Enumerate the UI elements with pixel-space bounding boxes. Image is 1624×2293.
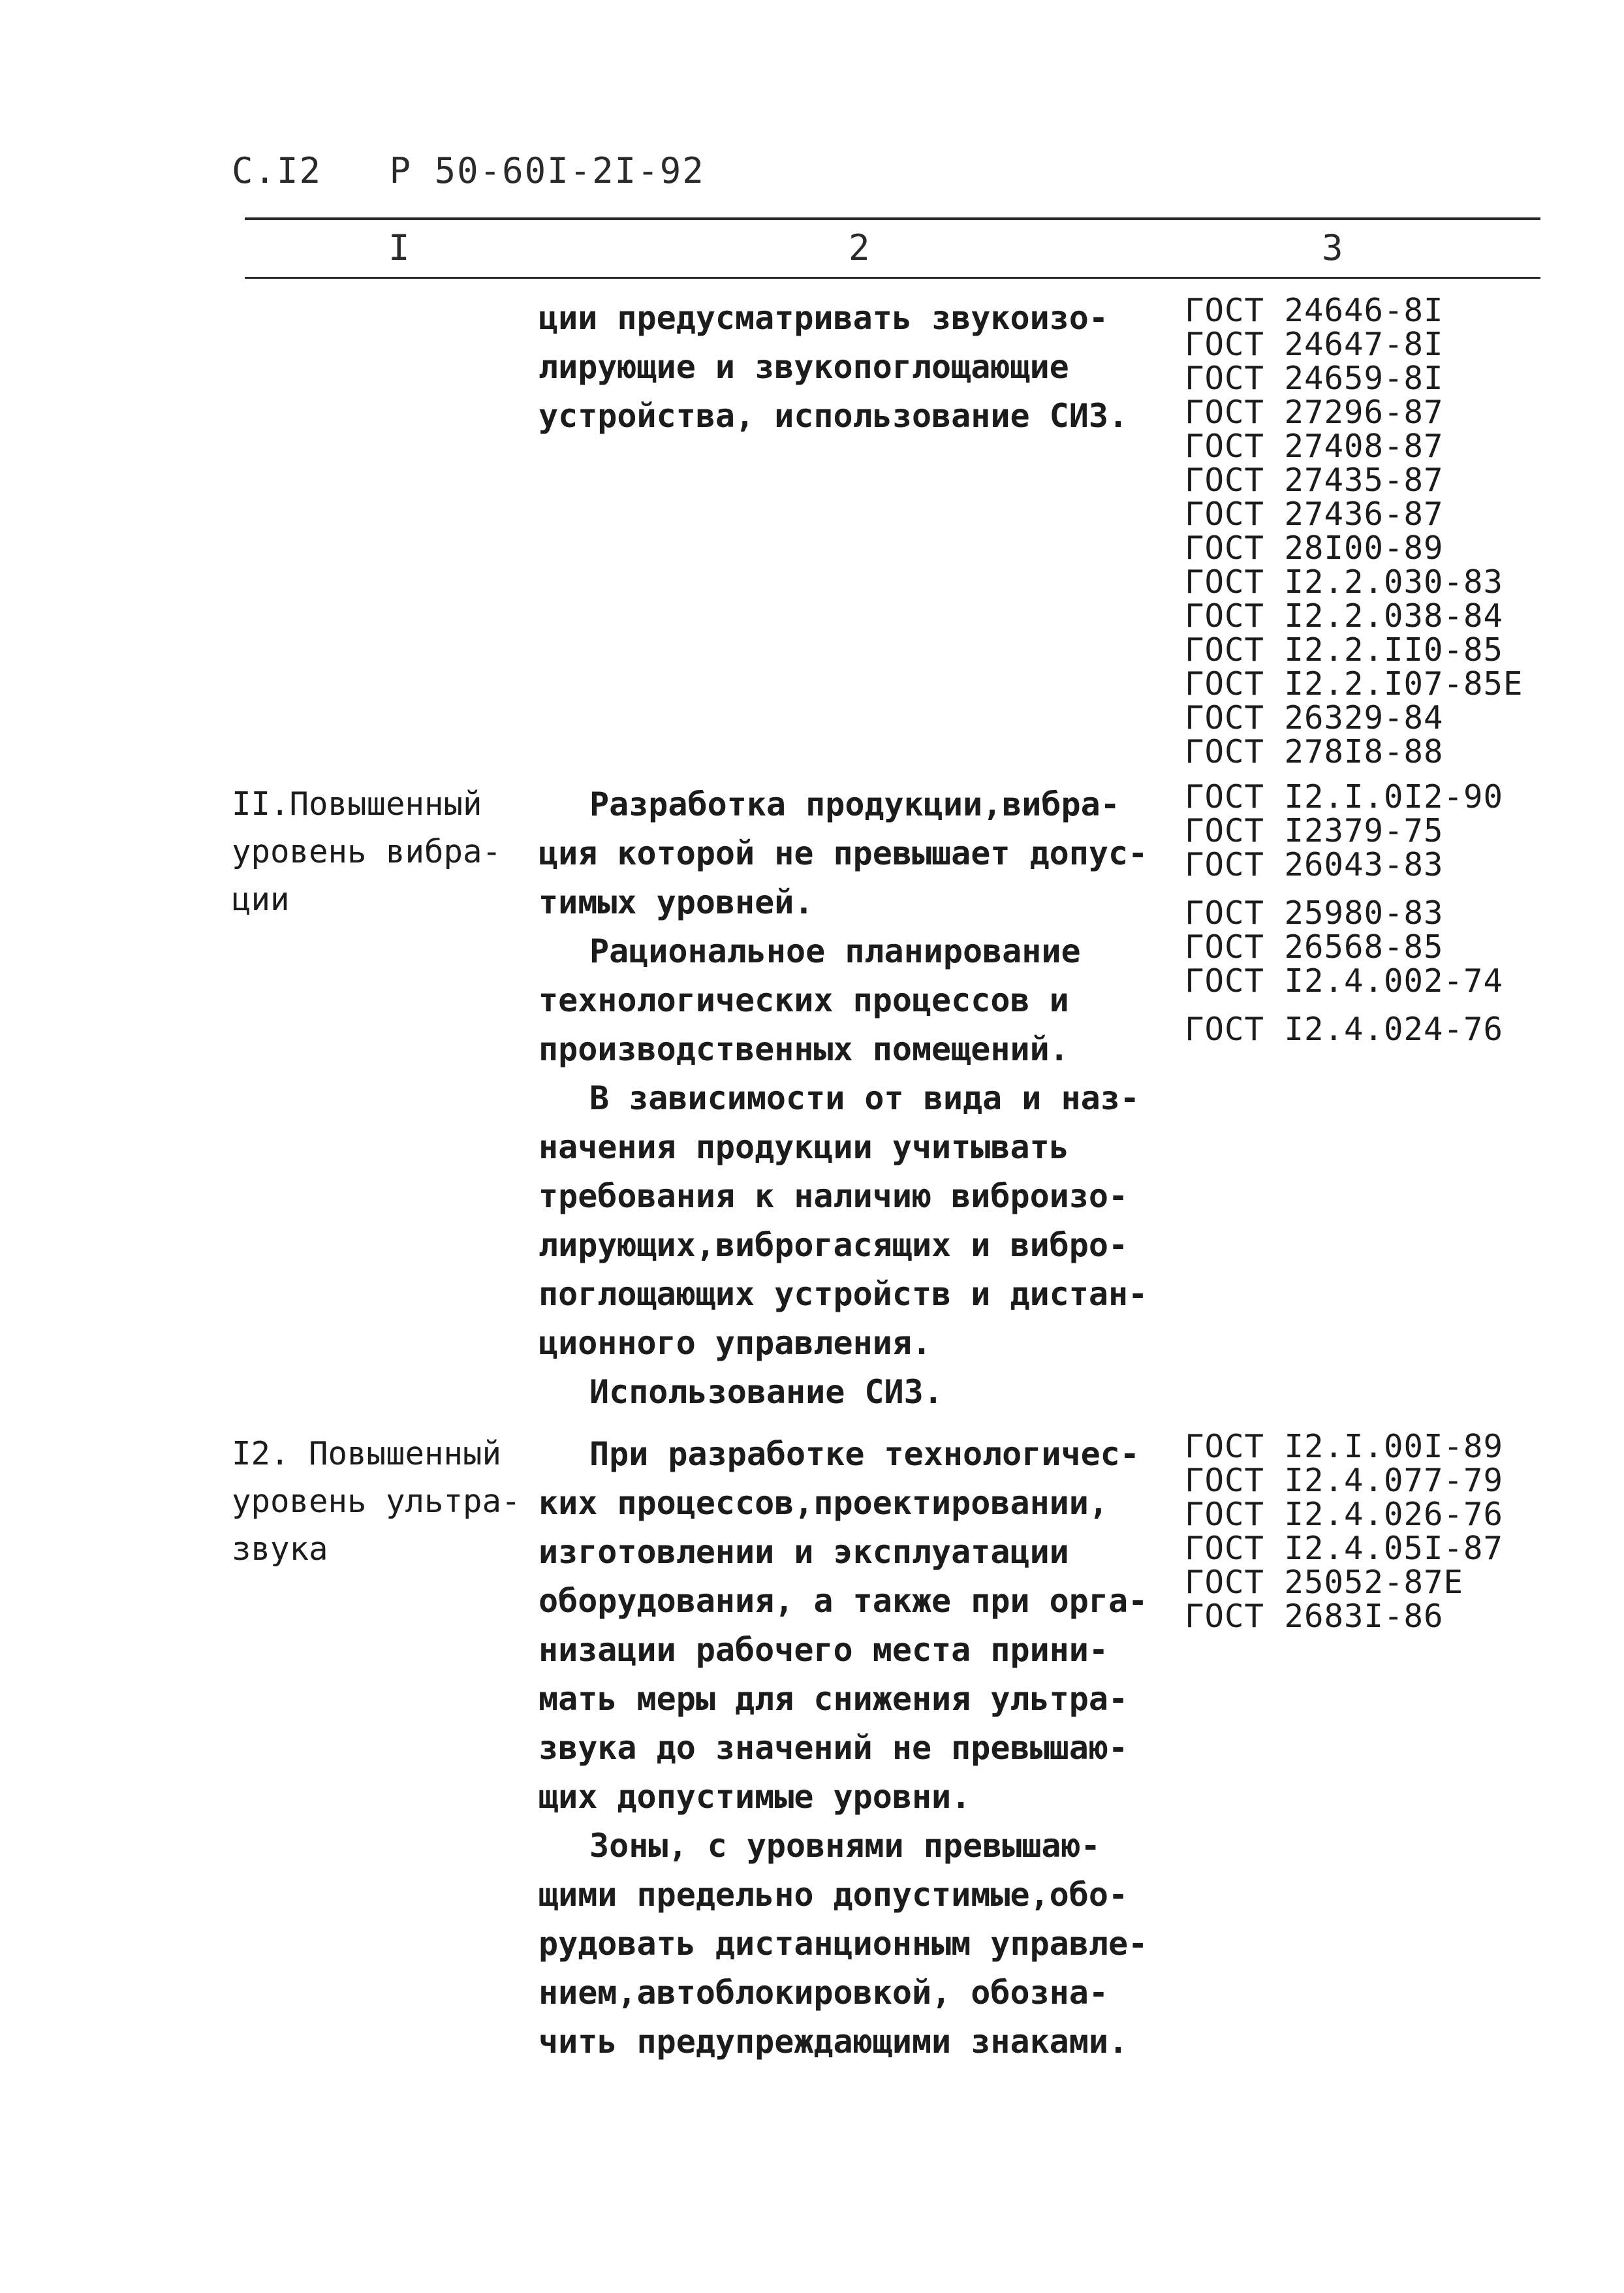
- text-line: Рациональное планирование: [589, 932, 1081, 970]
- text-line: щих допустимые уровни.: [539, 1778, 971, 1816]
- gost-ref: ГОСТ 26329-84: [1185, 699, 1444, 736]
- text-line: мать меры для снижения ультра-: [539, 1680, 1129, 1718]
- factor-cell: [232, 1430, 539, 1573]
- factor-cell: [232, 780, 539, 923]
- text-line: Использование СИЗ.: [589, 1373, 943, 1411]
- gost-ref: ГОСТ 25052-87Е: [1185, 1564, 1464, 1601]
- factor-line: ции: [232, 881, 290, 918]
- text-line: Зоны, с уровнями превышаю-: [589, 1827, 1101, 1865]
- text-line: начения продукции учитывать: [539, 1128, 1069, 1166]
- gost-ref: ГОСТ 278I8-88: [1185, 733, 1444, 770]
- gost-ref: ГОСТ 28I00-89: [1185, 530, 1444, 567]
- factor-line: уровень вибра-: [232, 833, 502, 870]
- gost-ref: ГОСТ I2.4.024-76: [1185, 1011, 1504, 1048]
- factor-line: звука: [232, 1530, 328, 1568]
- gost-ref: ГОСТ 24647-8I: [1185, 326, 1444, 363]
- standards-cell: [1185, 294, 1602, 769]
- requirements-cell: [539, 294, 1185, 441]
- requirements-cell: [539, 780, 1185, 1417]
- gost-ref: ГОСТ I2379-75: [1185, 812, 1444, 849]
- gost-ref: ГОСТ I2.4.002-74: [1185, 962, 1504, 1000]
- gost-ref: ГОСТ 26568-85: [1185, 928, 1444, 966]
- gost-ref: ГОСТ I2.2.II0-85: [1185, 631, 1504, 669]
- text-line: ких процессов,проектировании,: [539, 1484, 1108, 1522]
- text-line: При разработке технологичес-: [589, 1435, 1140, 1473]
- text-line: тимых уровней.: [539, 883, 814, 921]
- column-number-2: 2: [849, 227, 870, 268]
- gost-ref: ГОСТ I2.I.00I-89: [1185, 1428, 1504, 1465]
- gost-ref: ГОСТ 2683I-86: [1185, 1598, 1444, 1635]
- factor-line: уровень ультра-: [232, 1483, 521, 1520]
- text-line: низации рабочего места прини-: [539, 1631, 1108, 1669]
- text-line: оборудования, а также при орга-: [539, 1582, 1148, 1620]
- factor-line: II.Повышенный: [232, 785, 482, 823]
- text-line: ционного управления.: [539, 1324, 932, 1362]
- gost-ref: ГОСТ 27408-87: [1185, 428, 1444, 465]
- gost-ref: ГОСТ 24659-8I: [1185, 360, 1444, 397]
- factor-line: I2. Повышенный: [232, 1435, 502, 1472]
- text-line: звука до значений не превышаю-: [539, 1729, 1129, 1767]
- gost-ref: ГОСТ 27436-87: [1185, 496, 1444, 533]
- text-line: ция которой не превышает допус-: [539, 834, 1148, 872]
- text-line: лирующих,виброгасящих и вибро-: [539, 1226, 1129, 1264]
- gost-ref: ГОСТ I2.I.0I2-90: [1185, 778, 1504, 815]
- gost-ref: ГОСТ I2.2.030-83: [1185, 563, 1504, 601]
- table-header-rule: [245, 277, 1540, 279]
- text-line: В зависимости от вида и наз-: [589, 1079, 1140, 1117]
- standards-cell: [1185, 1430, 1602, 1634]
- page-header: С.I2 Р 50-60I-2I-92: [232, 150, 705, 191]
- gost-ref: ГОСТ 27435-87: [1185, 462, 1444, 499]
- text-line: изготовлении и эксплуатации: [539, 1533, 1069, 1571]
- column-number-3: 3: [1322, 227, 1343, 268]
- text-line: производственных помещений.: [539, 1030, 1069, 1068]
- gost-ref: ГОСТ I2.2.I07-85Е: [1185, 665, 1523, 703]
- gost-ref: ГОСТ 24646-8I: [1185, 292, 1444, 329]
- standards-cell: [1185, 780, 1602, 1047]
- column-number-1: I: [388, 227, 410, 268]
- text-line: устройства, использование СИЗ.: [539, 397, 1129, 435]
- text-line: нием,автоблокировкой, обозна-: [539, 1974, 1108, 2012]
- text-line: рудовать дистанционным управле-: [539, 1925, 1148, 1963]
- text-line: Разработка продукции,вибра-: [589, 785, 1120, 823]
- gost-ref: ГОСТ I2.4.05I-87: [1185, 1530, 1504, 1567]
- text-line: требования к наличию виброизо-: [539, 1177, 1129, 1215]
- gost-ref: ГОСТ 25980-83: [1185, 894, 1444, 932]
- gost-ref: ГОСТ I2.4.026-76: [1185, 1496, 1504, 1533]
- text-line: технологических процессов и: [539, 981, 1069, 1019]
- text-line: лирующие и звукопоглощающие: [539, 348, 1069, 386]
- gost-ref: ГОСТ 26043-83: [1185, 846, 1444, 883]
- gost-ref: ГОСТ 27296-87: [1185, 394, 1444, 431]
- requirements-cell: [539, 1430, 1185, 2066]
- gost-ref: ГОСТ I2.4.077-79: [1185, 1462, 1504, 1499]
- text-line: поглощающих устройств и дистан-: [539, 1275, 1148, 1313]
- text-line: чить предупреждающими знаками.: [539, 2023, 1129, 2061]
- text-line: ции предусматривать звукоизо-: [539, 299, 1108, 337]
- text-line: щими предельно допустимые,обо-: [539, 1876, 1129, 1914]
- table-top-rule: [245, 217, 1540, 220]
- gost-ref: ГОСТ I2.2.038-84: [1185, 597, 1504, 635]
